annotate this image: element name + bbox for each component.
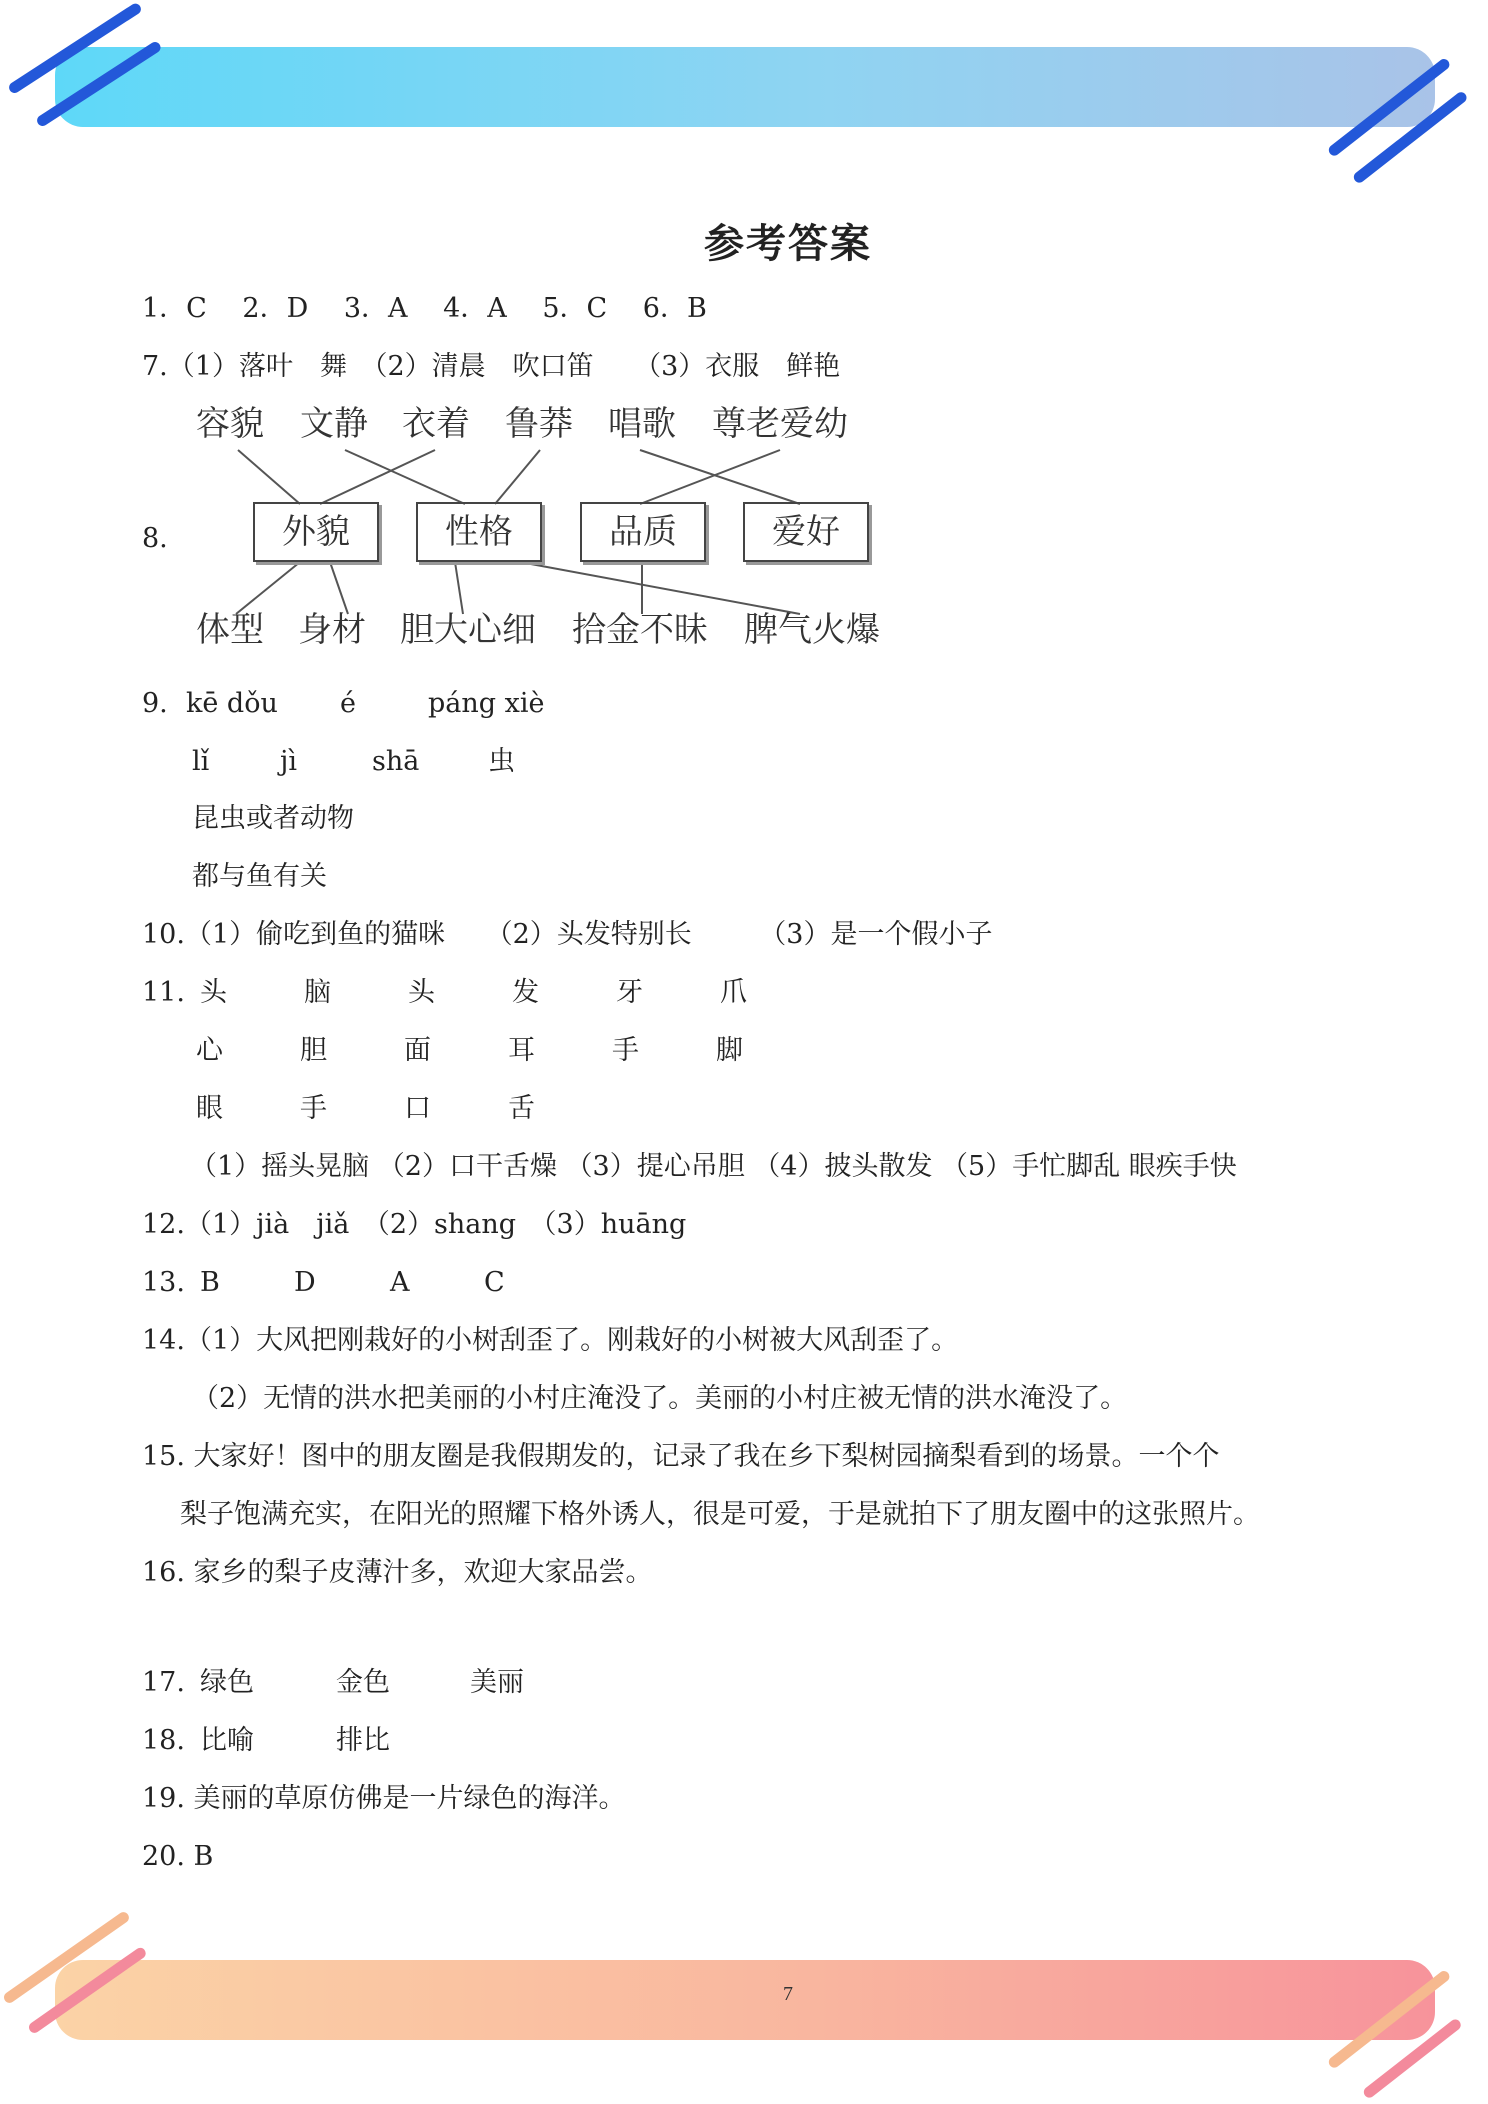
diagram-bottom-word: 胆大心细: [400, 610, 536, 650]
answer-19: 19. 美丽的草原仿佛是一片绿色的海洋。: [142, 1783, 626, 1814]
answer-11-char: 头: [408, 977, 435, 1008]
answer-11-idioms: （1）摇头晃脑 （2）口干舌燥 （3）提心吊胆 （4）披头散发 （5）手忙脚乱 眼疾手快: [190, 1151, 1237, 1182]
answer-13-number: 13.: [142, 1267, 185, 1298]
answer-11-char: 口: [404, 1093, 431, 1124]
diagram-top-word: 文静: [300, 404, 368, 444]
answer-11-char: 手: [300, 1093, 327, 1124]
answer-9-item: 虫: [488, 746, 515, 777]
diagram-box-character: 品质: [580, 502, 706, 562]
answer-9-item: lǐ: [192, 746, 210, 777]
answer-15-line-1: 15. 大家好！图中的朋友圈是我假期发的，记录了我在乡下梨树园摘梨看到的场景。一个个: [142, 1441, 1220, 1472]
answer-18-word: 排比: [336, 1725, 390, 1756]
answer-9-item: jì: [280, 746, 298, 777]
page-number: 7: [783, 1983, 793, 2005]
diagram-bottom-word: 身材: [298, 610, 366, 650]
answer-12: 12.（1）jià jiǎ （2）shang （3）huāng: [142, 1209, 687, 1240]
answer-7: 7.（1）落叶 舞 （2）清晨 吹口笛 （3）衣服 鲜艳: [142, 351, 841, 382]
diagram-top-word: 唱歌: [608, 404, 676, 444]
answer-13-choice: C: [484, 1267, 505, 1298]
answer-9-line-3: 昆虫或者动物: [192, 803, 354, 834]
answer-14-part-1: 14.（1）大风把刚栽好的小树刮歪了。刚栽好的小树被大风刮歪了。: [142, 1325, 959, 1356]
answer-9-pinyin: kē dǒu: [186, 688, 278, 719]
diagram-box-appearance: 外貌: [253, 502, 379, 562]
answer-18-word: 比喻: [200, 1725, 254, 1756]
answer-13-choice: B: [200, 1267, 220, 1298]
answer-11-char: 发: [512, 977, 539, 1008]
answer-11-char: 头: [200, 977, 227, 1008]
answer-20: 20. B: [142, 1841, 214, 1872]
answer-11-char: 牙: [616, 977, 643, 1008]
diagram-box-personality: 性格: [416, 502, 542, 562]
answer-13-choice: A: [390, 1267, 410, 1298]
diagram-box-hobby: 爱好: [743, 502, 869, 562]
answers-1-6: 1．C 2．D 3．A 4．A 5．C 6．B: [142, 293, 707, 324]
answer-11-char: 脑: [304, 977, 331, 1008]
answer-9-pinyin: páng xiè: [428, 688, 545, 719]
answer-17-word: 金色: [336, 1667, 390, 1698]
answer-17-word: 绿色: [200, 1667, 254, 1698]
answer-11-char: 爪: [720, 977, 747, 1008]
answer-11-char: 面: [404, 1035, 431, 1066]
page-title: 参考答案: [704, 221, 872, 267]
diagram-connector-lines: [0, 0, 1488, 700]
diagram-bottom-word: 拾金不昧: [572, 610, 708, 650]
answer-11-char: 耳: [508, 1035, 535, 1066]
diagram-bottom-word: 脾气火爆: [744, 610, 880, 650]
answer-9-line-4: 都与鱼有关: [192, 861, 327, 892]
answer-18-number: 18.: [142, 1725, 185, 1756]
answer-14-part-2: （2）无情的洪水把美丽的小村庄淹没了。美丽的小村庄被无情的洪水淹没了。: [192, 1383, 1128, 1414]
answer-9-pinyin: é: [340, 688, 356, 719]
answer-17-word: 美丽: [470, 1667, 524, 1698]
diagram-bottom-word: 体型: [196, 610, 264, 650]
answer-9-item: shā: [372, 746, 420, 777]
answer-8-number: 8.: [142, 523, 168, 554]
answer-11-char: 眼: [196, 1093, 223, 1124]
answer-15-line-2: 梨子饱满充实，在阳光的照耀下格外诱人，很是可爱，于是就拍下了朋友圈中的这张照片。: [180, 1499, 1260, 1530]
answer-13-choice: D: [294, 1267, 316, 1298]
diagram-top-word: 衣着: [402, 404, 470, 444]
diagram-top-word: 鲁莽: [505, 404, 573, 444]
answer-16: 16. 家乡的梨子皮薄汁多，欢迎大家品尝。: [142, 1557, 653, 1588]
answer-11-char: 舌: [508, 1093, 535, 1124]
answer-11-char: 脚: [716, 1035, 743, 1066]
diagram-top-word: 容貌: [196, 404, 264, 444]
answer-10: 10.（1）偷吃到鱼的猫咪 （2）头发特别长 （3）是一个假小子: [142, 919, 993, 950]
answer-11-char: 胆: [300, 1035, 327, 1066]
answer-17-number: 17.: [142, 1667, 185, 1698]
answer-11-char: 心: [196, 1035, 223, 1066]
answer-9-number: 9.: [142, 688, 168, 719]
answer-11-number: 11.: [142, 977, 185, 1008]
answer-11-char: 手: [612, 1035, 639, 1066]
diagram-top-word: 尊老爱幼: [712, 404, 848, 444]
